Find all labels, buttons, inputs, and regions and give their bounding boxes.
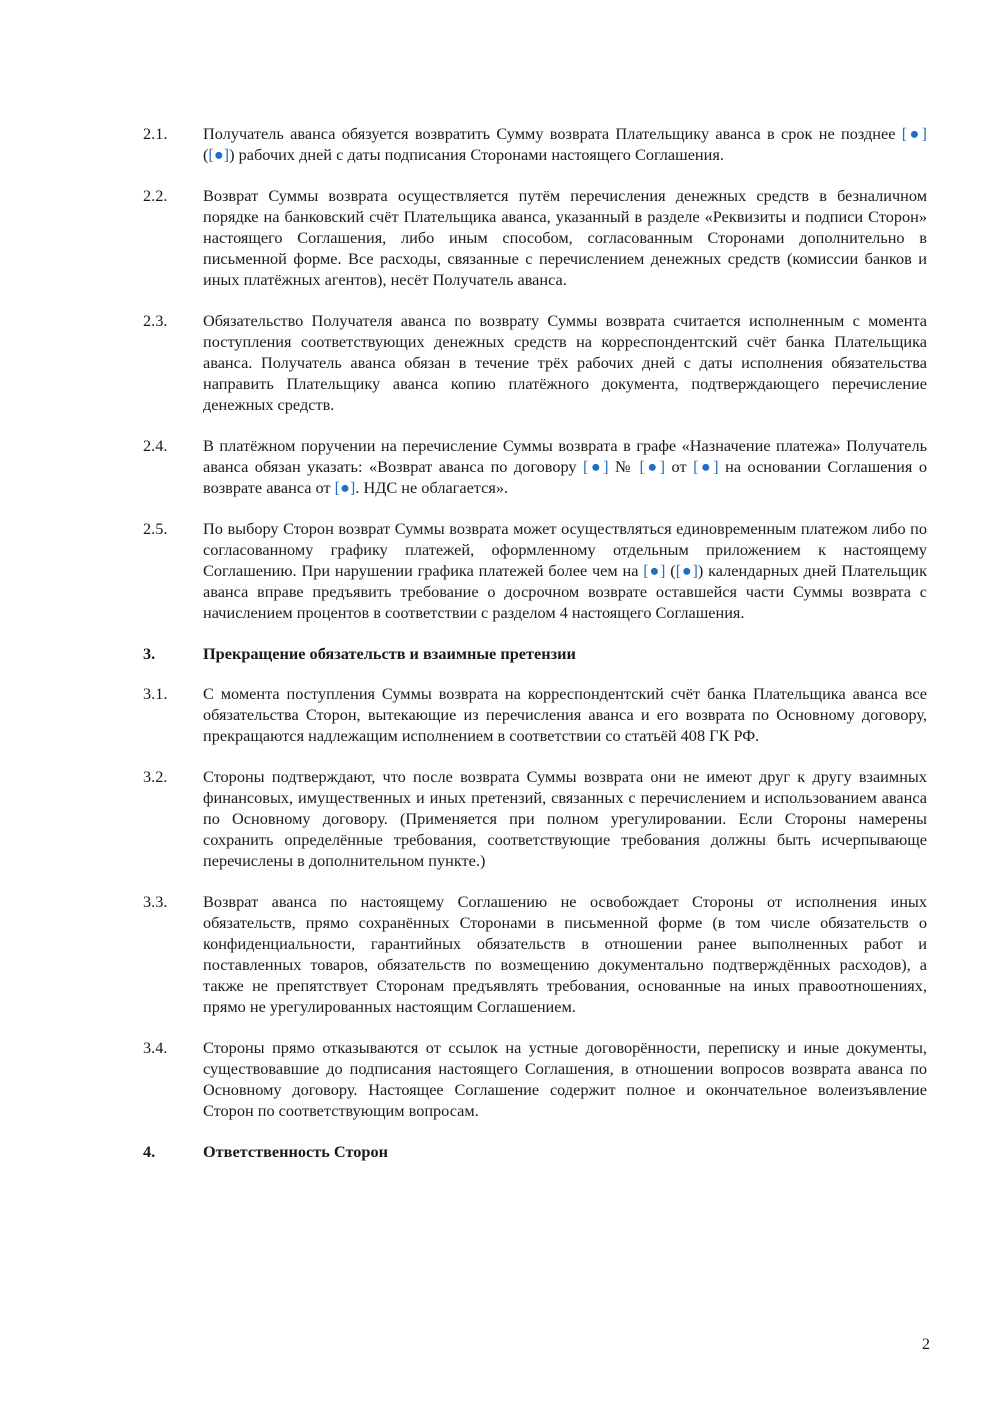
clause-number: 2.3. — [143, 311, 168, 330]
placeholder-marker: [●] — [334, 478, 356, 497]
page-number: 2 — [921, 1334, 930, 1353]
text-fragment: № — [608, 457, 640, 476]
clause-2-1 — [143, 123, 927, 165]
placeholder-marker: [●] — [639, 457, 666, 476]
placeholder-marker: [●] — [583, 457, 609, 476]
document-body — [143, 123, 927, 1181]
text-fragment: . НДС не облагается». — [355, 478, 509, 497]
placeholder-marker: [●] — [208, 145, 230, 164]
clause-text — [203, 123, 927, 165]
text-fragment: на основании Соглашения о возврате аванса от — [203, 457, 927, 497]
clause-number: 3.3. — [143, 892, 168, 911]
placeholder-marker: [●] — [901, 124, 927, 143]
clause-3-4 — [143, 1037, 927, 1121]
text-fragment: ( — [203, 145, 209, 164]
clause-3-2 — [143, 766, 927, 871]
clause-text: Обязательство Получателя аванса по возврату Суммы возврата считается исполненным с момента поступления соответствующих денежных средств на корреспондентский счёт банка Плательщика аванса. Получатель аванса обязан в течение трёх рабочих дней с даты исполнения обязательства направить Плательщику аванса копию платёжного документа, подтверждающего перечисление денежных средств. — [203, 311, 927, 414]
text-fragment: По выбору Сторон возврат Суммы возврата может осуществляться единовременным платежом либо по согласованному графику платежей, оформленному отдельным приложением к настоящему Соглашению. При нарушении графика платежей более чем на — [203, 519, 927, 580]
clause-2-3 — [143, 310, 927, 415]
clause-number: 3.1. — [143, 684, 168, 703]
section-heading-3 — [143, 643, 927, 664]
section-number: 4. — [143, 1142, 156, 1161]
text-fragment: ) рабочих дней с даты подписания Сторонами настоящего Соглашения. — [229, 145, 724, 164]
clause-number: 3.4. — [143, 1038, 168, 1057]
section-number: 3. — [143, 644, 156, 663]
clause-text — [203, 518, 927, 623]
clause-2-4 — [143, 435, 927, 498]
text-fragment: от — [665, 457, 694, 476]
placeholder-marker: [●] — [643, 561, 666, 580]
section-title: Ответственность Сторон — [203, 1142, 388, 1161]
clause-text — [203, 435, 927, 498]
section-title: Прекращение обязательств и взаимные претензии — [203, 644, 576, 663]
clause-text: Возврат Суммы возврата осуществляется путём перечисления денежных средств в безналичном порядке на банковский счёт Плательщика аванса, указанный в разделе «Реквизиты и подписи Сторон» настоящего Соглашения, либо иным способом, согласованным Сторонами дополнительно в письменной форме. Все расходы, связанные с перечислением денежных средств (комиссии банков и иных платёжных агентов), несёт Получатель аванса. — [203, 186, 927, 289]
clause-number: 2.4. — [143, 436, 168, 455]
clause-text: С момента поступления Суммы возврата на корреспондентский счёт банка Плательщика аванса все обязательства Сторон, вытекающие из перечисления аванса и его возврата по Основному договору, прекращаются надлежащим исполнением в соответствии со статьёй 408 ГК РФ. — [203, 684, 927, 745]
clause-3-1 — [143, 683, 927, 746]
clause-number: 2.1. — [143, 124, 168, 143]
clause-number: 2.5. — [143, 519, 168, 538]
clause-text: Стороны подтверждают, что после возврата Суммы возврата они не имеют друг к другу взаимных финансовых, имущественных и иных претензий, связанных с перечислением и использованием аванса по Основному договору. (Применяется при полном урегулировании. Если Стороны намерены сохранить определённые требования, соответствующие требования должны быть исчерпывающе перечислены в дополнительном пункте.) — [203, 767, 927, 870]
clause-number: 2.2. — [143, 186, 168, 205]
clause-text: Стороны прямо отказываются от ссылок на устные договорённости, переписку и иные документы, существовавшие до подписания настоящего Соглашения, в отношении вопросов возврата аванса по Основному договору. Настоящее Соглашение содержит полное и окончательное волеизъявление Сторон по соответствующим вопросам. — [203, 1038, 927, 1120]
section-heading-4 — [143, 1141, 927, 1162]
clause-text: Возврат аванса по настоящему Соглашению не освобождает Стороны от исполнения иных обязательств, прямо сохранённых Сторонами в письменной форме (в том числе обязательств о конфиденциальности, гарантийных обязательств в отношении ранее выполненных работ и поставленных товаров, обязательств по возмещению документально подтверждённых расходов), а также не препятствует Сторонам предъявлять требования, основанные на иных правоотношениях, прямо не урегулированных настоящим Соглашением. — [203, 892, 927, 1016]
clause-2-5 — [143, 518, 927, 623]
clause-3-3 — [143, 891, 927, 1017]
clause-2-2 — [143, 185, 927, 290]
placeholder-marker: [●] — [675, 561, 698, 580]
text-fragment: Получатель аванса обязуется возвратить Сумму возврата Плательщику аванса в срок не позднее — [203, 124, 902, 143]
text-fragment: ) календарных дней Плательщик аванса вправе предъявить требование о досрочном возврате оставшейся части Суммы возврата с начислением процентов в соответствии с разделом 4 настоящего Соглашения. — [203, 561, 927, 622]
text-fragment: ( — [665, 561, 676, 580]
text-fragment: В платёжном поручении на перечисление Суммы возврата в графе «Назначение платежа» Получатель аванса обязан указать: «Возврат аванса по договору — [203, 436, 927, 476]
clause-number: 3.2. — [143, 767, 168, 786]
placeholder-marker: [●] — [693, 457, 719, 476]
